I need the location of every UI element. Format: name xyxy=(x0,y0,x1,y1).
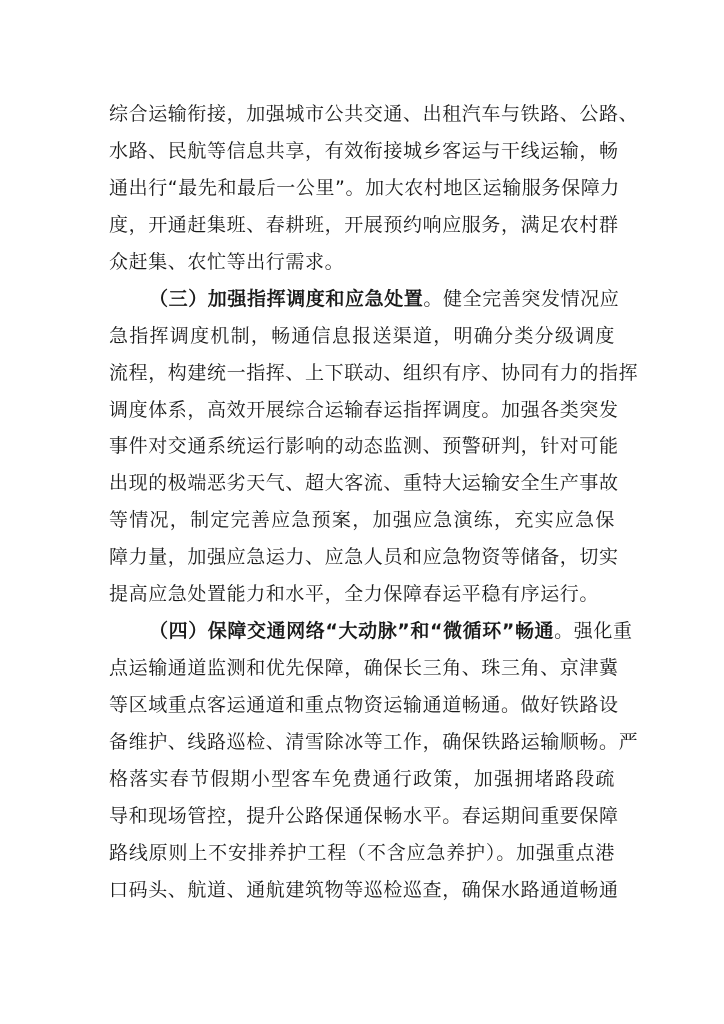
section-heading-line xyxy=(109,281,620,318)
text-line xyxy=(109,207,619,244)
line-text: 口码头、航道、通航建筑物等巡检巡查，确保水路通道畅通 xyxy=(109,878,619,901)
section-heading: （三）加强指挥调度和应急处置 xyxy=(149,287,424,310)
section-heading: （四）保障交通网络“大动脉”和“微循环”畅通 xyxy=(149,620,555,643)
line-text: 综合运输衔接，加强城市公共交通、出租汽车与铁路、公路、 xyxy=(109,103,639,125)
text-line xyxy=(109,835,615,872)
line-text: 导和现场管控，提升公路保通保畅水平。春运期间重要保障 xyxy=(109,804,619,827)
document-body xyxy=(109,96,639,909)
line-text: 。健全完善突发情况应 xyxy=(423,287,620,310)
text-line xyxy=(109,872,619,909)
line-text: 备维护、线路巡检、清雪除冰等工作，确保铁路运输顺畅。严 xyxy=(109,730,639,753)
text-line xyxy=(109,798,619,835)
line-text: 水路、民航等信息共享，有效衔接城乡客运与干线运输，畅 xyxy=(109,139,619,162)
text-line xyxy=(109,428,619,465)
line-text: 路线原则上不安排养护工程（不含应急养护）。加强重点港 xyxy=(109,841,615,864)
line-text: 障力量，加强应急运力、应急人员和应急物资等储备，切实 xyxy=(109,546,619,569)
line-text: 格落实春节假期小型客车免费通行政策，加强拥堵路段疏 xyxy=(109,767,615,790)
line-text: 众赶集、农忙等出行需求。 xyxy=(109,250,345,273)
line-text: 提高应急处置能力和水平，全力保障春运平稳有序运行。 xyxy=(109,583,600,606)
text-line xyxy=(109,392,619,429)
text-line xyxy=(109,318,615,355)
text-line xyxy=(109,724,639,761)
text-line xyxy=(109,539,619,576)
line-text: 等情况，制定完善应急预案，加强应急演练，充实应急保 xyxy=(109,509,615,532)
line-text: 点运输通道监测和优先保障，确保长三角、珠三角、京津冀 xyxy=(109,657,619,680)
text-line xyxy=(109,687,619,724)
line-text: 急指挥调度机制，畅通信息报送渠道，明确分类分级调度 xyxy=(109,324,615,347)
line-text: 调度体系，高效开展综合运输春运指挥调度。加强各类突发 xyxy=(109,398,619,421)
text-line xyxy=(109,133,619,170)
line-text: 等区域重点客运通道和重点物资运输通道畅通。做好铁路设 xyxy=(109,694,619,716)
line-text: 。强化重 xyxy=(554,620,633,643)
text-line xyxy=(109,244,615,281)
text-line xyxy=(109,96,639,133)
text-line xyxy=(109,502,615,539)
line-text: 流程，构建统一指挥、上下联动、组织有序、协同有力的指挥 xyxy=(109,361,639,384)
text-line xyxy=(109,170,620,207)
line-text: 通出行“最先和最后一公里”。加大农村地区运输服务保障力 xyxy=(109,176,620,199)
line-text: 事件对交通系统运行影响的动态监测、预警研判，针对可能 xyxy=(109,435,619,458)
text-line xyxy=(109,761,615,798)
section-heading-line xyxy=(109,613,633,650)
line-text: 度，开通赶集班、春耕班，开展预约响应服务，满足农村群 xyxy=(109,213,619,236)
text-line xyxy=(109,355,639,392)
text-line xyxy=(109,465,619,502)
text-line xyxy=(109,576,615,613)
text-line xyxy=(109,650,619,687)
line-text: 出现的极端恶劣天气、超大客流、重特大运输安全生产事故 xyxy=(109,472,619,495)
